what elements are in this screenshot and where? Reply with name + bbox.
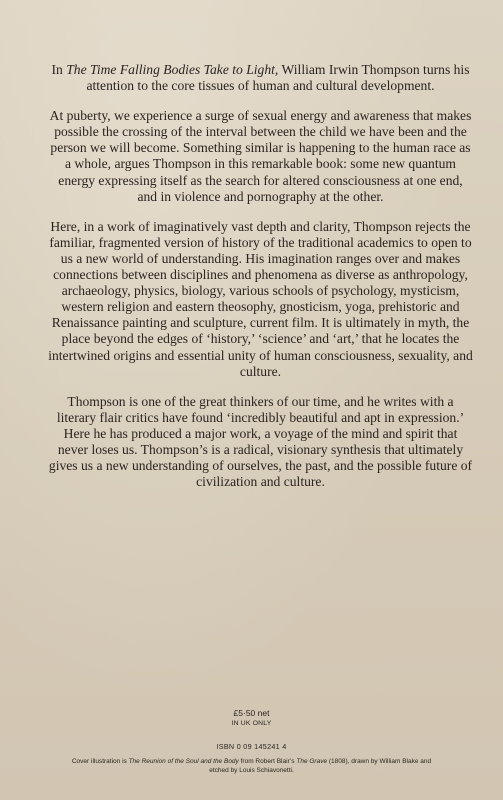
market-restriction: IN UK ONLY <box>231 720 272 727</box>
cover-credit <box>70 757 433 775</box>
blurb-text <box>48 62 473 490</box>
isbn: ISBN 0 09 145241 4 <box>216 742 287 751</box>
price-block <box>0 708 503 729</box>
book-title: The Time Falling Bodies Take to Light, <box>66 62 279 77</box>
credit-source: The Grave <box>296 758 328 765</box>
blurb-paragraph-1-lead: In <box>51 62 67 77</box>
credit-from: from Robert Blair’s <box>238 758 297 765</box>
price: £5·50 net <box>233 708 270 718</box>
blurb-paragraph-4: Thompson is one of the great thinkers of our time, and he writes with a literary flair critics have found ‘incredibly beautiful and apt in expression.’ Here he has produced a major work, a voyage of the mind and spirit that never loses us. Thompson’s is a radical, visionary synthesis that ultimately gives us a new understanding of ourselves, the past, and the possible future of civilization and culture. <box>48 393 473 490</box>
blurb-paragraph-1 <box>48 62 473 94</box>
blurb-paragraph-2: At puberty, we experience a surge of sexual energy and awareness that makes possible the crossing of the interval between the child we have been and the person we will become. Something similar is happening to the human race as a whole, argues Thompson in this remarkable book: some new quantum energy expressing itself as the search for altered consciousness at one end, and in violence and pornography at the other. <box>49 108 472 204</box>
credit-rest: (1808), drawn by William Blake and etched by Louis Schiavonetti. <box>209 758 432 774</box>
credit-lead: Cover illustration is <box>71 758 129 765</box>
blurb-paragraph-1-rest: William Irwin Thompson turns his attention to the core tissues of human and cultural development. <box>86 62 470 94</box>
credit-artwork: The Reunion of the Soul and the Body <box>128 758 239 765</box>
blurb-paragraph-3: Here, in a work of imaginatively vast depth and clarity, Thompson rejects the familiar, fragmented version of history of the traditional academics to open to us a new world of understanding. His imagination ranges over and makes connections between disciplines and phenomena as diverse as anthropology, archaeology, physics, biology, various schools of psychology, mysticism, western religion and eastern theosophy, gnosticism, yoga, prehistoric and Renaissance painting and sculpture, current film. It is ultimately in myth, the place beyond the edges of ‘history,’ ‘science’ and ‘art,’ that he locates the intertwined origins and essential unity of human consciousness, sexuality, and culture. <box>48 218 473 379</box>
